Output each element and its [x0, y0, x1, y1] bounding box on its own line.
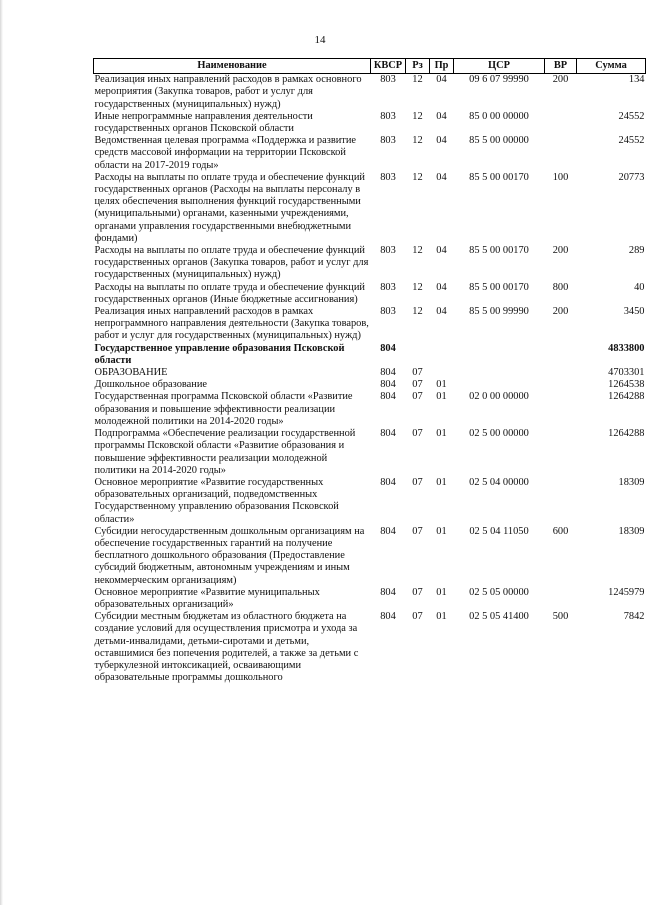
cell-vr: 500: [552, 611, 569, 623]
cell-name: Основное мероприятие «Развитие государственных образовательных организаций, подведомственных Государственному управлению образования Псковской области»: [94, 476, 339, 525]
cell-sum: 20773: [618, 171, 645, 183]
cell-sum: 4703301: [608, 367, 645, 379]
cell-kvsr: 803: [380, 110, 396, 122]
cell-name: Подпрограмма «Обеспечение реализации государственной программы Псковской области «Развитие образования и повышение эффективности реализации молодежной политики на 2014-2020 годы»: [94, 428, 356, 476]
cell-kvsr: 804: [380, 586, 396, 598]
table-row: [94, 367, 646, 379]
cell-kvsr: 804: [380, 379, 396, 391]
cell-csr: 02 5 04 11050: [469, 525, 529, 537]
table-row: [94, 74, 646, 111]
cell-name: Реализация иных направлений расходов в рамках непрограммного направления деятельности (Закупка товаров, работ и услуг для государственных (муниципальных) нужд): [94, 306, 369, 342]
cell-vr: 600: [552, 525, 569, 537]
cell-csr: 85 5 00 00000: [469, 135, 529, 147]
cell-rz: 07: [412, 476, 423, 488]
table-row: [94, 428, 646, 477]
table-row: [94, 135, 646, 172]
table-row: [94, 306, 646, 343]
cell-name: Дошкольное образование: [94, 379, 208, 391]
scan-edge-shadow: [0, 0, 3, 905]
cell-pr: 04: [436, 306, 447, 318]
cell-csr: 02 5 04 00000: [469, 476, 529, 488]
table-row: [94, 245, 646, 282]
cell-name: Расходы на выплаты по оплате труда и обеспечение функций государственных органов (Иные бюджетные ассигнования): [94, 281, 365, 305]
cell-name: Расходы на выплаты по оплате труда и обеспечение функций государственных органов (Закупка товаров, работ и услуг для государственных (муниципальных) нужд): [94, 245, 369, 281]
cell-vr: 800: [552, 281, 569, 293]
cell-sum: 7842: [623, 611, 645, 623]
cell-rz: 12: [412, 74, 423, 86]
cell-csr: [454, 343, 545, 367]
cell-name: Субсидии негосударственным дошкольным организациям на обеспечение государственных гарантий на получение бесплатного дошкольного образования (Предоставление субсидий бюджетным, автономным учреждениям и иным некоммерческим организациям): [94, 525, 365, 586]
cell-sum: 1245979: [608, 586, 645, 598]
cell-csr: 09 6 07 99990: [469, 74, 529, 86]
budget-table: [93, 58, 646, 684]
cell-csr: [454, 367, 545, 379]
cell-vr: [545, 587, 577, 611]
cell-rz: 12: [412, 110, 423, 122]
header-sum: Сумма: [577, 59, 646, 74]
table-row: [94, 111, 646, 135]
cell-sum: 24552: [618, 110, 645, 122]
cell-rz: 07: [412, 367, 423, 379]
cell-kvsr: 803: [380, 281, 396, 293]
cell-pr: 01: [436, 379, 447, 391]
cell-kvsr: 804: [380, 611, 396, 623]
cell-sum: 24552: [618, 135, 645, 147]
cell-rz: 12: [412, 281, 423, 293]
cell-pr: 01: [436, 476, 447, 488]
cell-pr: 04: [436, 74, 447, 86]
cell-name: Государственное управление образования Псковской области: [94, 342, 345, 366]
page-number: 14: [314, 34, 326, 46]
cell-name: Субсидии местным бюджетам из областного бюджета на создание условий для осуществления присмотра и ухода за детьми-инвалидами, детьми-сиротами и детьми, оставшимися без попечения родителей, а также за детьми с туберкулезной интоксикацией, осваивающими образовательные программы дошкольного: [94, 611, 359, 684]
cell-vr: [545, 477, 577, 526]
cell-name: ОБРАЗОВАНИЕ: [94, 367, 168, 379]
cell-pr: 04: [436, 171, 447, 183]
cell-kvsr: 803: [380, 245, 396, 257]
cell-csr: 02 0 00 00000: [469, 391, 529, 403]
table-row: [94, 526, 646, 587]
cell-vr: [545, 135, 577, 172]
cell-rz: [406, 343, 430, 367]
table-row: [94, 343, 646, 367]
cell-pr: 01: [436, 391, 447, 403]
cell-kvsr: 803: [380, 74, 396, 86]
cell-sum: 4833800: [608, 342, 645, 354]
cell-csr: 02 5 00 00000: [469, 428, 529, 440]
table-row: [94, 611, 646, 684]
cell-pr: 01: [436, 586, 447, 598]
cell-vr: [545, 379, 577, 391]
cell-sum: 40: [634, 281, 645, 293]
cell-csr: 85 5 00 99990: [469, 306, 529, 318]
cell-csr: 85 5 00 00170: [469, 281, 529, 293]
cell-pr: 04: [436, 281, 447, 293]
cell-kvsr: 804: [380, 391, 396, 403]
table-row: [94, 379, 646, 391]
cell-sum: 1264538: [608, 379, 645, 391]
cell-vr: [545, 111, 577, 135]
cell-csr: 02 5 05 00000: [469, 586, 529, 598]
cell-rz: 07: [412, 379, 423, 391]
header-csr: ЦСР: [454, 59, 545, 74]
cell-rz: 07: [412, 611, 423, 623]
cell-rz: 12: [412, 171, 423, 183]
cell-vr: 100: [552, 171, 569, 183]
cell-sum: 3450: [623, 306, 645, 318]
cell-pr: 01: [436, 611, 447, 623]
cell-vr: [545, 428, 577, 477]
cell-rz: 07: [412, 428, 423, 440]
cell-vr: 200: [552, 74, 569, 86]
cell-kvsr: 804: [380, 428, 396, 440]
cell-vr: 200: [552, 245, 569, 257]
cell-kvsr: 804: [380, 525, 396, 537]
cell-kvsr: 804: [380, 342, 396, 354]
header-kvsr: КВСР: [371, 59, 406, 74]
cell-sum: 1264288: [608, 391, 645, 403]
cell-csr: 02 5 05 41400: [469, 611, 529, 623]
cell-rz: 07: [412, 525, 423, 537]
cell-name: Основное мероприятие «Развитие муниципальных образовательных организаций»: [94, 586, 320, 610]
table-row: [94, 587, 646, 611]
cell-csr: 85 5 00 00170: [469, 171, 529, 183]
cell-kvsr: 804: [380, 367, 396, 379]
cell-sum: 289: [628, 245, 645, 257]
cell-kvsr: 803: [380, 171, 396, 183]
cell-rz: 12: [412, 245, 423, 257]
cell-pr: 04: [436, 245, 447, 257]
cell-sum: 1264288: [608, 428, 645, 440]
table-row: [94, 477, 646, 526]
cell-kvsr: 803: [380, 306, 396, 318]
cell-csr: [454, 379, 545, 391]
header-name: Наименование: [94, 59, 371, 74]
cell-pr: [430, 367, 454, 379]
cell-name: Расходы на выплаты по оплате труда и обеспечение функций государственных органов (Расходы на выплаты персоналу в целях обеспечения выполнения функций государственными (муниципальными) органами, казенными учреждениями, органами управления государственными внебюджетными фондами): [94, 171, 365, 244]
cell-csr: 85 5 00 00170: [469, 245, 529, 257]
cell-vr: [545, 391, 577, 428]
cell-sum: 18309: [618, 476, 645, 488]
cell-sum: 134: [628, 74, 645, 86]
cell-kvsr: 803: [380, 135, 396, 147]
cell-vr: [545, 343, 577, 367]
cell-rz: 12: [412, 306, 423, 318]
header-rz: Рз: [406, 59, 430, 74]
cell-rz: 07: [412, 586, 423, 598]
cell-vr: [545, 367, 577, 379]
cell-csr: 85 0 00 00000: [469, 110, 529, 122]
header-row: [94, 59, 646, 74]
cell-vr: 200: [552, 306, 569, 318]
cell-pr: [430, 343, 454, 367]
header-pr: Пр: [430, 59, 454, 74]
cell-pr: 04: [436, 135, 447, 147]
cell-pr: 01: [436, 525, 447, 537]
cell-name: Реализация иных направлений расходов в рамках основного мероприятия (Закупка товаров, работ и услуг для государственных (муниципальных) нужд): [94, 74, 362, 110]
cell-kvsr: 804: [380, 476, 396, 488]
cell-name: Государственная программа Псковской области «Развитие образования и повышение эффективности реализации молодежной политики на 2014-2020 годы»: [94, 391, 353, 427]
table-row: [94, 172, 646, 245]
table-body: [94, 74, 646, 685]
cell-pr: 01: [436, 428, 447, 440]
cell-name: Иные непрограммные направления деятельности государственных органов Псковской области: [94, 110, 313, 135]
table-header: [94, 59, 646, 74]
cell-name: Ведомственная целевая программа «Поддержка и развитие средств массовой информации на территории Псковской области на 2017-2019 годы»: [94, 135, 357, 171]
header-vr: ВР: [545, 59, 577, 74]
table-row: [94, 282, 646, 306]
cell-pr: 04: [436, 110, 447, 122]
table-row: [94, 391, 646, 428]
cell-rz: 07: [412, 391, 423, 403]
cell-sum: 18309: [618, 525, 645, 537]
cell-rz: 12: [412, 135, 423, 147]
